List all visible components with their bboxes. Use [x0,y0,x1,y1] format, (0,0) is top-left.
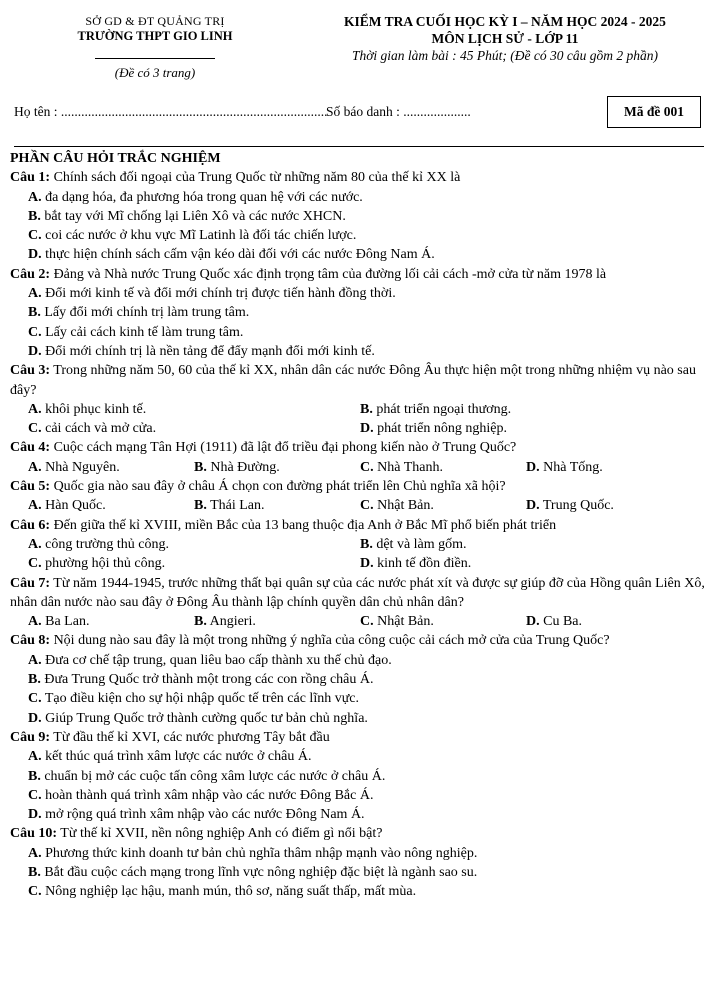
option-text: Đưa Trung Quốc trở thành một trong các con rồng châu Á. [44,672,374,688]
option-letter: A. [28,652,42,668]
question-stem [10,516,710,535]
answer-option [28,400,360,419]
option-text: Lấy cải cách kinh tế làm trung tâm. [45,324,244,340]
option-letter: C. [360,614,374,630]
answer-option [194,458,360,477]
answer-option [28,865,477,880]
option-row [10,342,710,361]
option-row [10,323,710,342]
option-text: Hàn Quốc. [45,498,106,514]
question-label: Câu 10: [10,826,58,842]
option-letter: C. [28,228,42,244]
option-letter: B. [360,536,373,552]
question-label: Câu 6: [10,517,51,533]
option-row [10,419,710,438]
option-letter: B. [28,208,41,224]
option-text: Nông nghiệp lạc hậu, manh mún, thô sơ, năng suất thấp, mất mùa. [45,884,417,900]
option-row [10,612,710,631]
question-list [10,149,710,902]
option-row [10,226,710,245]
question-text: Cuộc cách mạng Tân Hợi (1911) đã lật đổ triều đại phong kiến nào ở Trung Quốc? [50,440,517,456]
section-title: PHẦN CÂU HỎI TRẮC NGHIỆM [10,151,221,166]
option-letter: B. [28,864,41,880]
answer-option [28,672,374,687]
option-letter: D. [28,343,42,359]
option-letter: A. [28,536,42,552]
question-text: Từ năm 1944-1945, trước những thất bại quân sự của các nước phát xít và được sự giúp đỡ của Hồng quân Liên Xô, nhân dân nước nào sau đây ở Đông Âu thành lập chính quyền dân chủ nhân dân? [10,575,705,610]
option-row [10,767,710,786]
option-text: Bắt đầu cuộc cách mạng trong lĩnh vực nông nghiệp đặc biệt là ngành sao su. [44,864,478,880]
option-text: Đổi mới chính trị là nền tảng để đẩy mạnh đổi mới kinh tế. [45,343,375,359]
exam-title: KIỂM TRA CUỐI HỌC KỲ I – NĂM HỌC 2024 - 2025 [344,14,666,29]
option-row [10,554,710,573]
answer-option [526,612,692,631]
header-left [30,14,280,81]
option-text: công trường thủ công. [45,536,169,552]
option-letter: B. [194,498,207,514]
option-text: chuẩn bị mở các cuộc tấn công xâm lược các nước ở châu Á. [44,768,386,784]
question-text: Đảng và Nhà nước Trung Quốc xác định trọng tâm của đường lối cải cách -mở cửa từ năm 1978 là [50,266,607,282]
option-text: Ba Lan. [45,614,90,630]
option-letter: A. [28,459,42,475]
answer-option [360,612,526,631]
answer-option [28,344,375,359]
option-text: phường hội thủ công. [45,556,166,572]
question-stem [10,265,710,284]
option-letter: D. [526,614,540,630]
option-row [10,747,710,766]
option-letter: B. [194,614,207,630]
question-stem [10,574,710,613]
question-label: Câu 7: [10,575,51,591]
answer-option [526,458,692,477]
option-text: bắt tay với Mĩ chống lại Liên Xô và các nước XHCN. [44,208,346,224]
question-label: Câu 3: [10,363,51,379]
option-letter: B. [194,459,207,475]
option-letter: C. [28,884,42,900]
option-text: coi các nước ở khu vực Mĩ Latinh là đối tác chiến lược. [45,228,357,244]
question-text: Quốc gia nào sau đây ở châu Á chọn con đường phát triển lên Chủ nghĩa xã hội? [50,479,506,495]
answer-option [28,458,194,477]
option-letter: B. [360,401,373,417]
question-stem [10,824,710,843]
answer-option [28,209,346,224]
answer-option [28,612,194,631]
option-row [10,689,710,708]
option-letter: A. [28,498,42,514]
option-row [10,303,710,322]
option-row [10,651,710,670]
option-text: Đưa cơ chế tập trung, quan liêu bao cấp thành xu thế chủ đạo. [45,652,392,668]
option-text: đa dạng hóa, đa phương hóa trong quan hệ với các nước. [45,189,363,205]
option-letter: D. [28,710,42,726]
answer-option [360,535,692,554]
question-text: Từ thế kỉ XVII, nền nông nghiệp Anh có điểm gì nổi bật? [57,826,383,842]
option-text: Nhật Bản. [377,614,434,630]
answer-option [28,325,243,340]
answer-option [360,458,526,477]
header-divider [95,58,215,59]
option-row [10,805,710,824]
option-row [10,863,710,882]
option-row [10,400,710,419]
option-row [10,207,710,226]
option-text: dệt và làm gốm. [376,536,467,552]
question-label: Câu 1: [10,170,51,186]
option-row [10,535,710,554]
option-text: phát triển nông nghiệp. [377,421,507,437]
option-text: Nhà Đường. [210,459,280,475]
student-info [14,104,471,120]
option-text: hoàn thành quá trình xâm nhập vào các nước Đông Bắc Á. [45,787,374,803]
option-row [10,245,710,264]
answer-option [28,419,360,438]
option-letter: A. [28,614,42,630]
question-stem [10,361,710,400]
student-id-field: Số báo danh : .................... [326,104,471,119]
question-stem [10,631,710,650]
answer-option [28,305,249,320]
option-text: Tạo điều kiện cho sự hội nhập quốc tế trên các lĩnh vực. [44,691,360,707]
subject-title: MÔN LỊCH SỬ - LỚP 11 [431,31,579,46]
option-text: Thái Lan. [210,498,265,514]
option-letter: B. [28,768,41,784]
option-row [10,496,710,515]
answer-option [28,190,363,205]
option-letter: C. [28,787,42,803]
question-label: Câu 2: [10,266,51,282]
school-name: TRƯỜNG THPT GIO LINH [77,29,233,43]
header-rule [14,146,704,147]
page-count: (Đề có 3 trang) [114,65,196,80]
answer-option [194,496,360,515]
answer-option [28,691,359,706]
option-row [10,188,710,207]
question-label: Câu 8: [10,633,51,649]
answer-option [28,286,396,301]
option-letter: C. [360,459,374,475]
department-name: SỞ GD & ĐT QUẢNG TRỊ [85,14,225,28]
question-text: Từ đầu thế kỉ XVI, các nước phương Tây bắt đầu [50,729,330,745]
answer-option [28,653,392,668]
exam-duration: Thời gian làm bài : 45 Phút; (Đề có 30 câu gồm 2 phần) [351,48,659,63]
answer-option [28,788,373,803]
option-letter: B. [28,672,41,688]
option-letter: B. [28,305,41,321]
option-letter: A. [28,401,42,417]
option-text: phát triển ngoại thương. [376,401,512,417]
answer-option [360,554,692,573]
option-letter: A. [28,845,42,861]
answer-option [28,769,385,784]
exam-code-box: Mã đề 001 [607,96,701,128]
option-letter: D. [526,459,540,475]
option-letter: C. [28,421,42,437]
option-text: Nhà Thanh. [377,459,443,475]
answer-option [28,846,477,861]
option-letter: C. [360,498,374,514]
header-right [300,14,710,64]
option-text: Nhà Tống. [543,459,603,475]
option-row [10,844,710,863]
answer-option [28,535,360,554]
question-label: Câu 9: [10,729,51,745]
option-row [10,882,710,901]
option-text: Đổi mới kinh tế và đổi mới chính trị được tiến hành đồng thời. [45,286,396,302]
question-label: Câu 4: [10,440,51,456]
option-letter: D. [28,807,42,823]
option-letter: C. [28,556,42,572]
answer-option [28,247,435,262]
option-letter: A. [28,749,42,765]
option-row [10,670,710,689]
option-letter: C. [28,324,42,340]
option-text: thực hiện chính sách cấm vận kéo dài đối với các nước Đông Nam Á. [45,247,435,263]
answer-option [28,228,356,243]
question-text: Nội dung nào sau đây là một trong những ý nghĩa của công cuộc cải cách mở cửa của Trung Quốc? [50,633,610,649]
option-text: Lấy đổi mới chính trị làm trung tâm. [44,305,250,321]
option-text: Cu Ba. [543,614,583,630]
option-text: Giúp Trung Quốc trở thành cường quốc tư bản chủ nghĩa. [45,710,368,726]
option-text: kinh tế đồn điền. [377,556,472,572]
option-text: Angieri. [209,614,256,630]
answer-option [28,711,368,726]
option-row [10,458,710,477]
option-text: Nhà Nguyên. [45,459,120,475]
answer-option [360,496,526,515]
option-text: khôi phục kinh tế. [45,401,147,417]
option-text: Phương thức kinh doanh tư bản chủ nghĩa thâm nhập mạnh vào nông nghiệp. [45,845,478,861]
option-text: Trung Quốc. [542,498,614,514]
answer-option [28,884,416,899]
question-stem [10,438,710,457]
option-letter: C. [28,691,42,707]
question-label: Câu 5: [10,479,51,495]
option-letter: D. [360,421,374,437]
option-row [10,786,710,805]
answer-option [526,496,692,515]
answer-option [28,749,311,764]
answer-option [360,419,692,438]
answer-option [194,612,360,631]
option-letter: D. [526,498,540,514]
option-letter: D. [360,556,374,572]
question-stem [10,728,710,747]
option-text: mở rộng quá trình xâm nhập vào các nước Đông Nam Á. [45,807,365,823]
question-text: Trong những năm 50, 60 của thế kỉ XX, nhân dân các nước Đông Âu thực hiện một trong những nhiệm vụ nào sau đây? [10,363,696,398]
option-row [10,709,710,728]
option-text: Nhật Bản. [377,498,434,514]
option-letter: A. [28,189,42,205]
answer-option [28,554,360,573]
option-text: cải cách và mở cửa. [45,421,157,437]
answer-option [28,807,365,822]
option-text: kết thúc quá trình xâm lược các nước ở châu Á. [45,749,312,765]
question-text: Chính sách đối ngoại của Trung Quốc từ những năm 80 của thế kỉ XX là [50,170,461,186]
option-letter: A. [28,286,42,302]
answer-option [360,400,692,419]
option-letter: D. [28,247,42,263]
student-name-field: Họ tên : ............................................................................... [14,104,328,119]
question-stem [10,168,710,187]
question-text: Đến giữa thế kỉ XVIII, miền Bắc của 13 bang thuộc địa Anh ở Bắc Mĩ phổ biến phát triển [50,517,557,533]
option-row [10,284,710,303]
question-stem [10,477,710,496]
answer-option [28,496,194,515]
